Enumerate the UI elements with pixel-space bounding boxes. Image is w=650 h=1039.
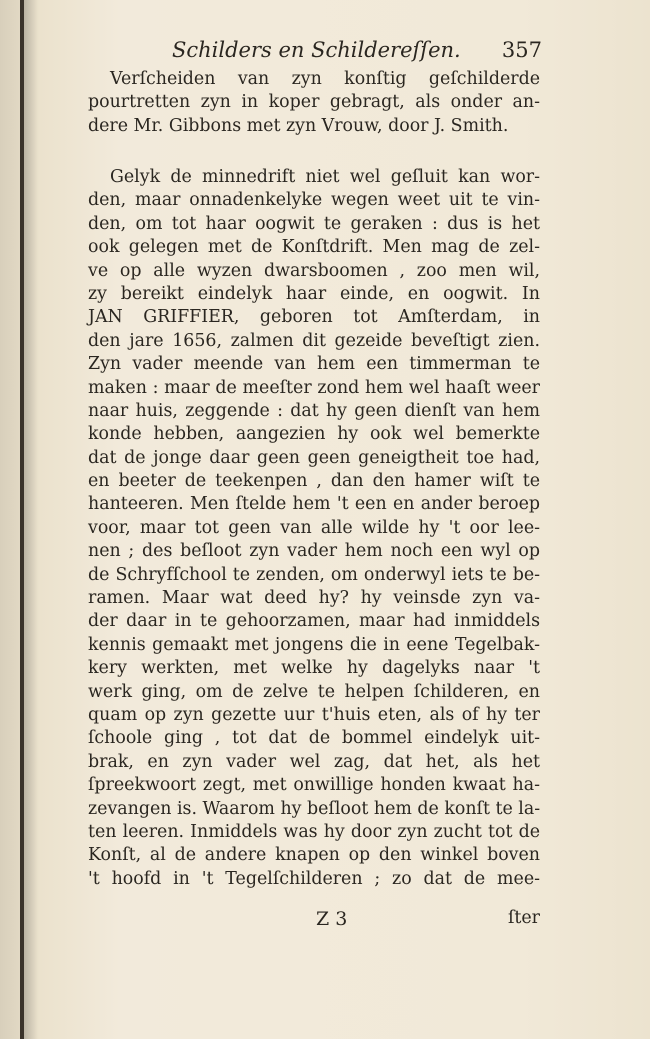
text-line: hanteeren. Men ſtelde hem 't een en ander beroep bbox=[88, 494, 540, 515]
text-line: en beeter de teekenpen , dan den hamer wiſt te bbox=[88, 471, 540, 492]
text-line: brak, en zyn vader wel zag, dat het, als het bbox=[88, 751, 540, 772]
text-line: JAN GRIFFIER, geboren tot Amſterdam, in bbox=[88, 307, 540, 328]
text-line: dere Mr. Gibbons met zyn Vrouw, door J. Smith. bbox=[88, 115, 509, 136]
text-line: naar huis, zeggende : dat hy geen dienſt van hem bbox=[88, 400, 540, 421]
text-line: Konſt, al de andere knapen op den winkel boven bbox=[88, 845, 540, 866]
page-footer bbox=[88, 908, 540, 934]
catchword: ſter bbox=[507, 908, 540, 928]
text-line: Gelyk de minnedrift niet wel geſluit kan wor- bbox=[110, 167, 540, 187]
text-line: zevangen is. Waarom hy beſloot hem de konſt te la- bbox=[88, 798, 541, 819]
text-line: kennis gemaakt met jongens die in eene Tegelbak- bbox=[88, 634, 540, 655]
text-line: pourtretten zyn in koper gebragt, als onder an- bbox=[88, 92, 540, 113]
text-line: nen ; des beſloot zyn vader hem noch een wyl op bbox=[88, 541, 540, 562]
text-line: 't hoofd in 't Tegelſchilderen ; zo dat de mee- bbox=[88, 868, 540, 889]
text-line: den, maar onnadenkelyke wegen weet uit te vin- bbox=[88, 190, 540, 211]
text-line: ook gelegen met de Konſtdrift. Men mag de zel- bbox=[88, 237, 540, 258]
paragraph-2 bbox=[88, 166, 540, 891]
text-line: zy bereikt eindelyk haar einde, en oogwit. In bbox=[88, 283, 540, 304]
page-number: 357 bbox=[501, 38, 542, 62]
signature-mark: Z 3 bbox=[316, 908, 348, 930]
gutter-shadow bbox=[24, 0, 38, 1039]
text-line: ten leeren. Inmiddels was hy door zyn zucht tot de bbox=[88, 821, 540, 842]
text-line: dat de jonge daar geen geen geneigtheit toe had, bbox=[88, 447, 540, 468]
text-line: voor, maar tot geen van alle wilde hy 't oor lee- bbox=[88, 517, 540, 538]
running-header bbox=[110, 38, 540, 68]
text-line: den, om tot haar oogwit te geraken : dus is het bbox=[88, 213, 540, 234]
text-line: konde hebben, aangezien hy ook wel bemerkte bbox=[88, 424, 540, 445]
text-line: ſpreekwoort zegt, met onwillige honden kwaat ha- bbox=[88, 775, 540, 796]
text-line: ſchoole ging , tot dat de bommel eindelyk uit- bbox=[88, 728, 540, 749]
paragraph-1 bbox=[88, 68, 540, 138]
text-line: maken : maar de meeſter zond hem wel haaſt weer bbox=[88, 377, 540, 398]
text-line: quam op zyn gezette uur t'huis eten, als of hy ter bbox=[88, 704, 540, 725]
text-line: der daar in te gehoorzamen, maar had inmiddels bbox=[88, 611, 540, 632]
text-line: ramen. Maar wat deed hy? hy veinsde zyn va- bbox=[88, 588, 540, 609]
text-line: werk ging, om de zelve te helpen ſchilderen, en bbox=[88, 681, 540, 702]
text-line: Zyn vader meende van hem een timmerman te bbox=[88, 354, 540, 375]
text-line: de Schryfſchool te zenden, om onderwyl iets te be- bbox=[88, 564, 540, 585]
text-line: kery werkten, met welke hy dagelyks naar 't bbox=[88, 658, 540, 679]
running-title: Schilders en Schildereſſen. bbox=[172, 38, 461, 62]
text-line: ve op alle wyzen dwarsboomen , zoo men wil, bbox=[88, 260, 540, 281]
text-line: den jare 1656, zalmen dit gezeide beveſtigt zien. bbox=[88, 330, 540, 351]
text-line: Verſcheiden van zyn konſtig geſchilderde bbox=[110, 69, 540, 89]
